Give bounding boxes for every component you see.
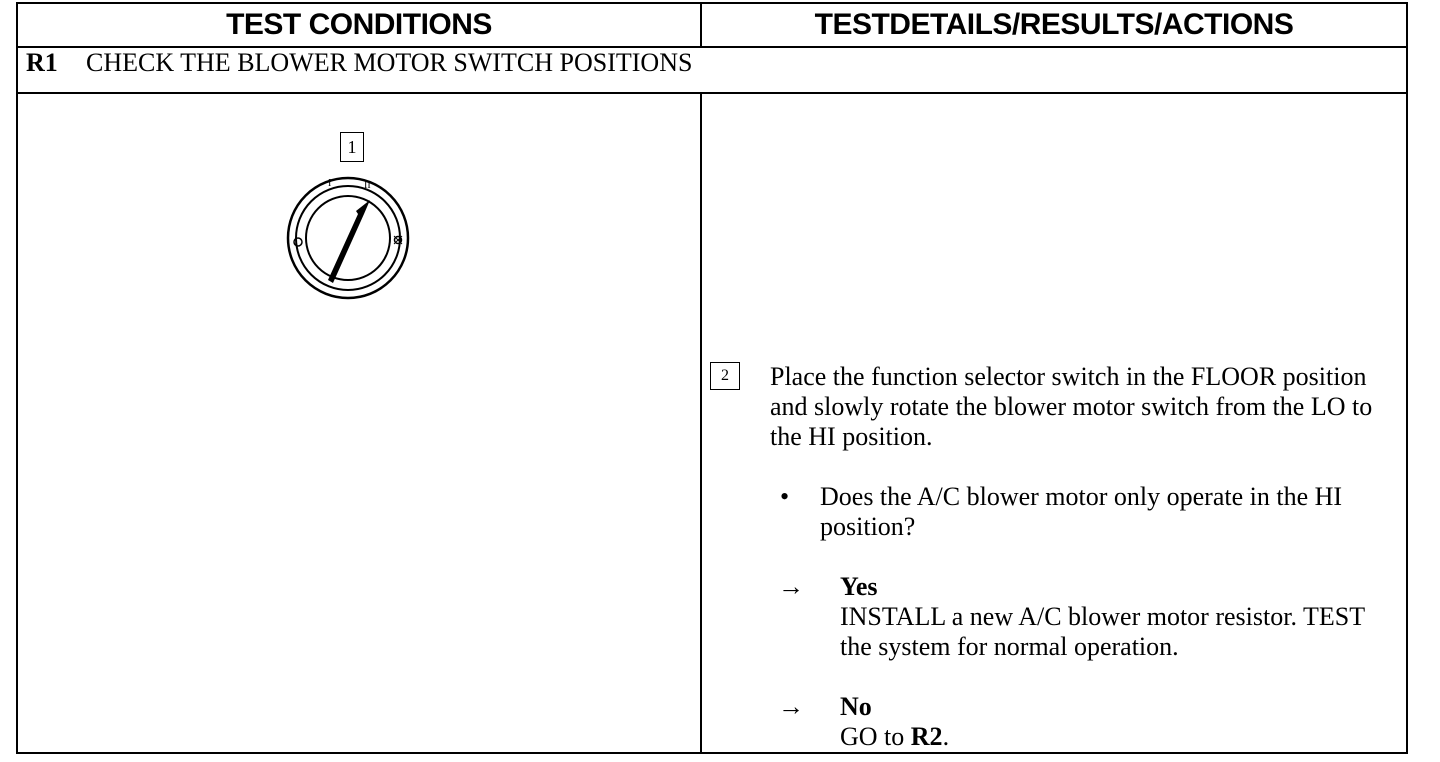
no-label: No (840, 692, 872, 721)
diagnostic-page (16, 2, 1406, 754)
diagnostic-table (16, 2, 1408, 754)
step-title: CHECK THE BLOWER MOTOR SWITCH POSITIONS (86, 48, 693, 77)
yes-label: Yes (840, 572, 878, 601)
test-details-cell (701, 93, 1407, 753)
no-action-target[interactable]: R2 (910, 722, 943, 751)
yes-response (840, 572, 1400, 662)
no-response (840, 692, 1400, 752)
callout-1: 1 (340, 132, 364, 162)
no-arrow-icon: → (778, 692, 804, 721)
step-body-row (17, 93, 1407, 753)
yes-action: INSTALL a new A/C blower motor resistor. TEST the system for normal operation. (840, 602, 1365, 661)
bullet-marker: • (780, 482, 790, 511)
knob-mark-i: I (328, 178, 332, 189)
callout-2: 2 (710, 362, 740, 390)
yes-arrow-icon: → (778, 572, 804, 601)
no-action-prefix: GO to (840, 722, 911, 751)
step-row (17, 47, 1407, 93)
question-text: Does the A/C blower motor only operate in the HI position? (820, 482, 1343, 541)
step-title-cell (17, 47, 1407, 93)
no-action-suffix: . (942, 722, 950, 751)
step-id: R1 (26, 48, 58, 77)
blower-switch-knob-icon (284, 174, 412, 307)
question-item (774, 482, 1394, 541)
test-conditions-cell (17, 93, 701, 753)
instruction-text: Place the function selector switch in the FLOOR position and slowly rotate the blower motor switch from the LO to the HI position. (770, 362, 1373, 451)
header-row (17, 3, 1407, 47)
test-details-header: TESTDETAILS/RESULTS/ACTIONS (701, 3, 1407, 47)
test-conditions-header: TEST CONDITIONS (17, 3, 701, 47)
knob-mark-ii: II (364, 180, 371, 191)
